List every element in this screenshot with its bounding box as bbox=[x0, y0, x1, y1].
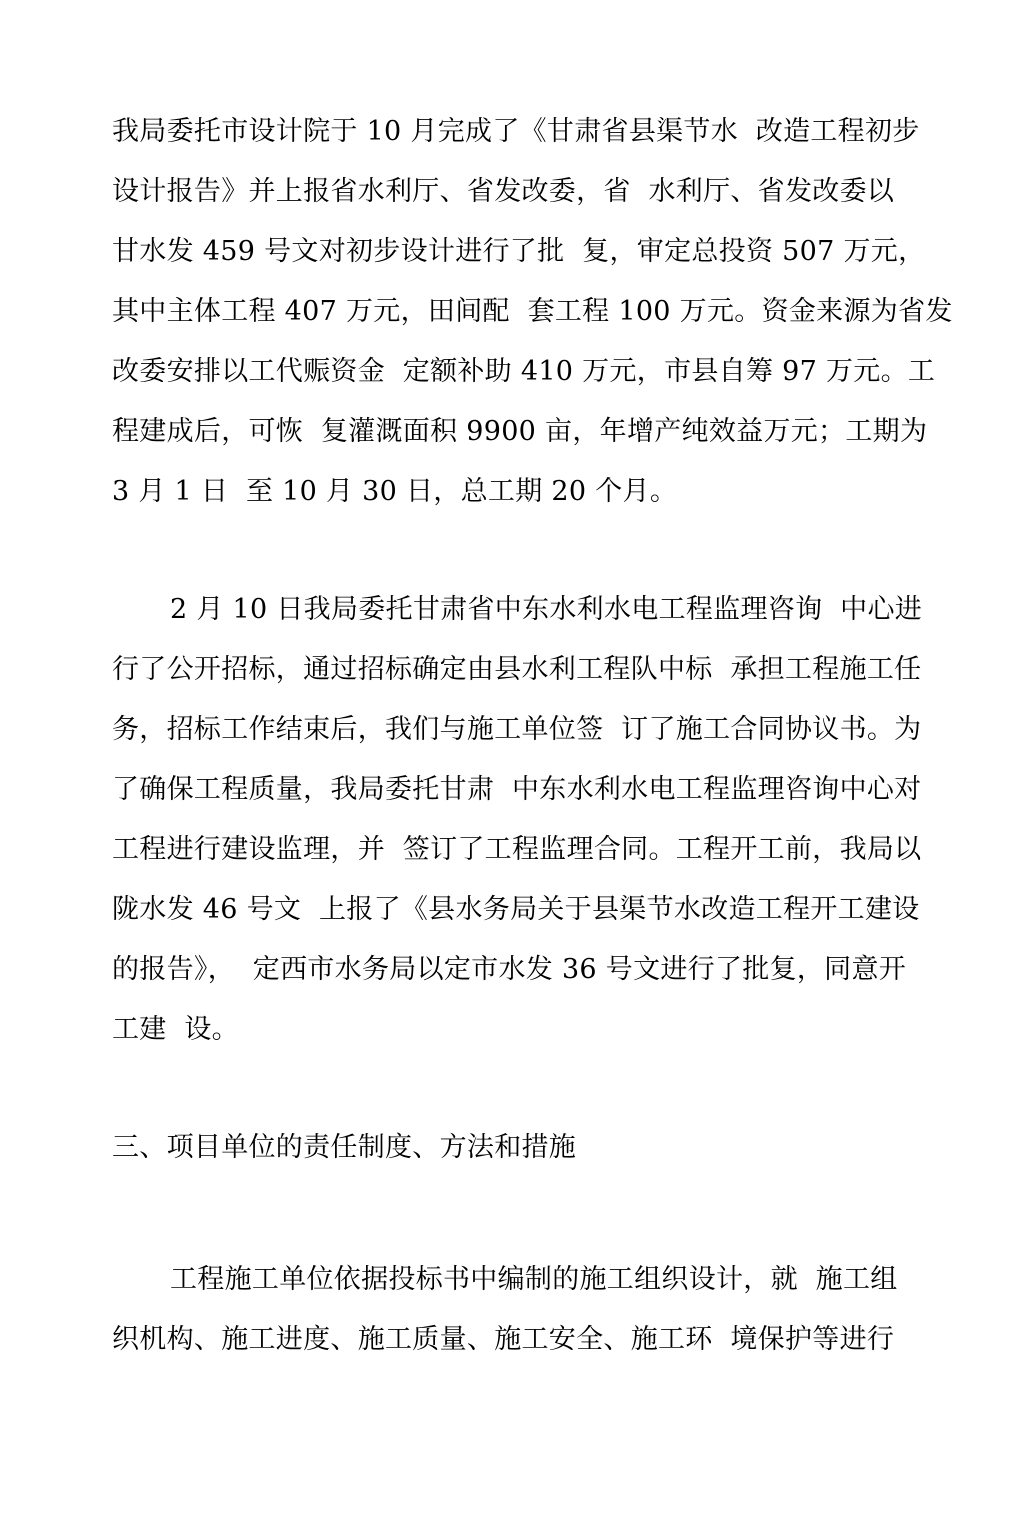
text-line: 其中主体工程 407 万元，田间配 套工程 100 万元。资金来源为省发 bbox=[112, 296, 953, 327]
text-line: 工建 设。 bbox=[112, 1014, 239, 1045]
text-line: 了确保工程质量，我局委托甘肃 中东水利水电工程监理咨询中心对 bbox=[112, 774, 922, 805]
text-line: 改委安排以工代赈资金 定额补助 410 万元，市县自筹 97 万元。工 bbox=[112, 356, 936, 387]
text-line: 工程施工单位依据投标书中编制的施工组织设计，就 施工组 bbox=[170, 1264, 898, 1295]
text-line: 工程进行建设监理，并 签订了工程监理合同。工程开工前，我局以 bbox=[112, 834, 922, 865]
text-line: 3 月 1 日 至 10 月 30 日，总工期 20 个月。 bbox=[112, 476, 678, 507]
text-line: 务，招标工作结束后，我们与施工单位签 订了施工合同协议书。为 bbox=[112, 714, 922, 745]
text-line: 陇水发 46 号文 上报了《县水务局关于县渠节水改造工程开工建设 bbox=[112, 894, 920, 925]
text-line: 设计报告》并上报省水利厅、省发改委，省 水利厅、省发改委以 bbox=[112, 176, 895, 207]
section-heading: 三、项目单位的责任制度、方法和措施 bbox=[112, 1132, 577, 1163]
text-line: 的报告》， 定西市水务局以定市水发 36 号文进行了批复，同意开 bbox=[112, 954, 907, 985]
text-line: 行了公开招标，通过招标确定由县水利工程队中标 承担工程施工任 bbox=[112, 654, 922, 685]
text-line: 我局委托市设计院于 10 月完成了《甘肃省县渠节水 改造工程初步 bbox=[112, 116, 920, 147]
text-line: 2 月 10 日我局委托甘肃省中东水利水电工程监理咨询 中心进 bbox=[170, 594, 923, 625]
text-line: 甘水发 459 号文对初步设计进行了批 复，审定总投资 507 万元， bbox=[112, 236, 926, 267]
text-line: 织机构、施工进度、施工质量、施工安全、施工环 境保护等进行 bbox=[112, 1324, 895, 1355]
text-line: 程建成后，可恢 复灌溉面积 9900 亩，年增产纯效益万元；工期为 bbox=[112, 416, 928, 447]
